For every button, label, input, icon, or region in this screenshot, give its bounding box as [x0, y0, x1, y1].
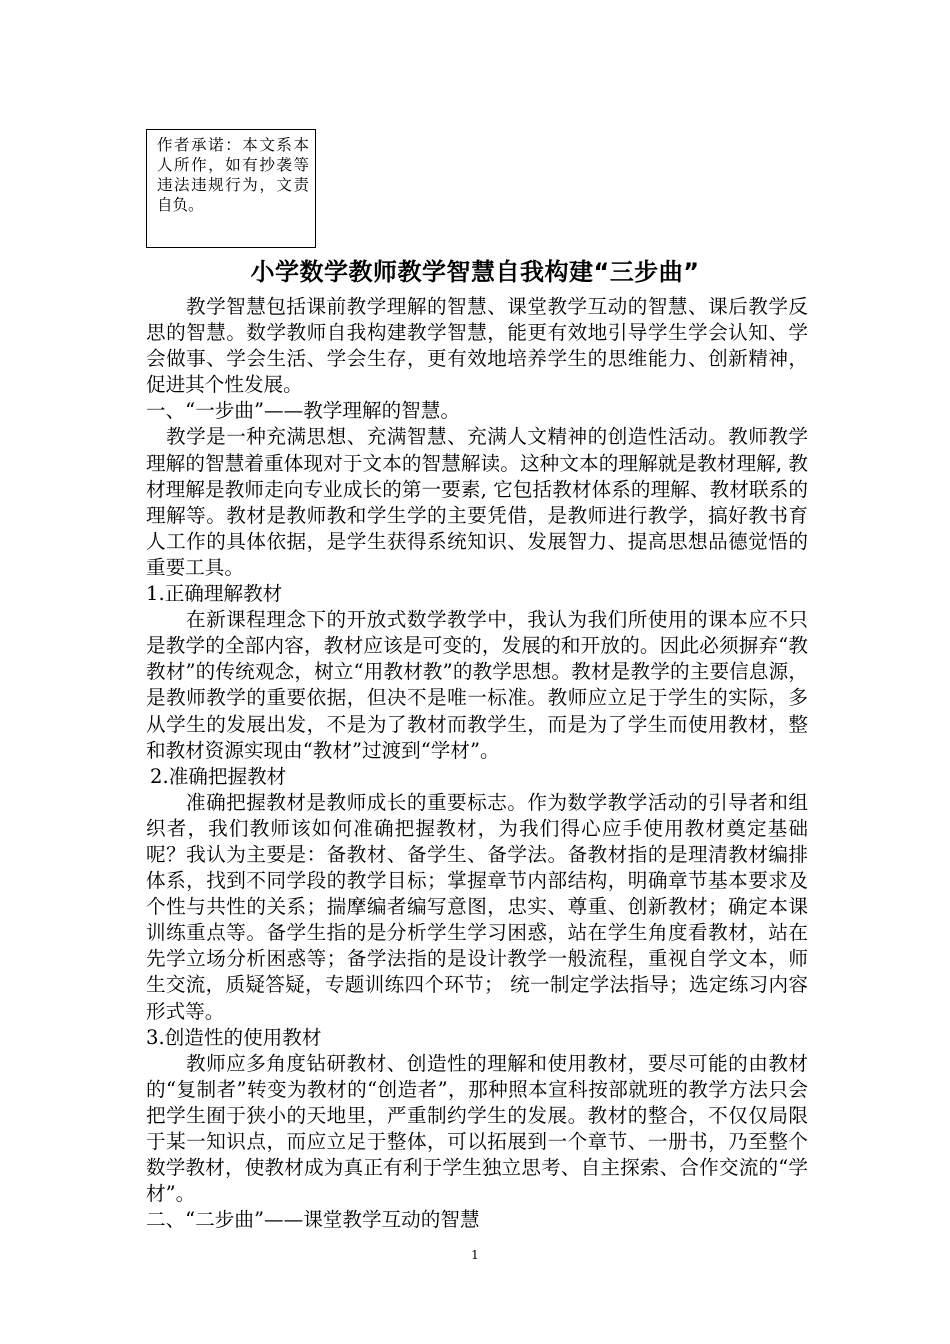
page-number: 1	[471, 1248, 479, 1262]
author-pledge-box	[146, 129, 316, 248]
subsection-1-paragraph: 在新课程理念下的开放式数学教学中，我认为我们所使用的课本应不只是教学的全部内容，教材应该是可变的，发展的和开放的。因此必须摒弃“教教材”的传统观念，树立“用教材教”的教学思想。教材是教学的主要信息源，是教师教学的重要依据，但决不是唯一标准。教师应立足于学生的实际，多从学生的发展出发，不是为了教材而教学生，而是为了学生而使用教材，整和教材资源实现由“教材”过渡到“学材”。	[146, 608, 808, 762]
subsection-2-heading: 2.准确把握教材	[150, 764, 287, 788]
section-1-paragraph: 教学是一种充满思想、充满智慧、充满人文精神的创造性活动。教师教学理解的智慧着重体现对于文本的智慧解读。这种文本的理解就是教材理解, 教材理解是教师走向专业成长的第一要素, 它包括教材体系的理解、教材联系的理解等。教材是教师教和学生学的主要凭借，是教师进行教学，搞好教书育人工作的具体依据，是学生获得系统知识、发展智力、提高思想品德觉悟的重要工具。	[146, 425, 808, 579]
section-1-heading: 一、“一步曲”——教学理解的智慧。	[146, 399, 460, 423]
subsection-3-heading: 3.创造性的使用教材	[146, 1025, 322, 1049]
document-body	[146, 294, 808, 1233]
subsection-3-paragraph: 教师应多角度钻研教材、创造性的理解和使用教材，要尽可能的由教材的“复制者”转变为教材的“创造者”，那种照本宣科按部就班的教学方法只会把学生囿于狭小的天地里，严重制约学生的发展。教材的整合，不仅仅局限于某一知识点，而应立足于整体，可以拓展到一个章节、一册书，乃至整个数学教材，使教材成为真正有利于学生独立思考、自主探索、合作交流的“学材”。	[146, 1051, 808, 1206]
author-pledge-text: 作者承诺：本文系本人所作，如有抄袭等违法违规行为，文责自负。	[157, 136, 309, 214]
subsection-2-paragraph: 准确把握教材是教师成长的重要标志。作为数学教学活动的引导者和组织者，我们教师该如何准确把握教材，为我们得心应手使用教材奠定基础呢？我认为主要是：备教材、备学生、备学法。备教材指的是理清教材编排体系，找到不同学段的教学目标；掌握章节内部结构，明确章节基本要求及个性与共性的关系；揣摩编者编写意图，忠实、尊重、创新教材；确定本课训练重点等。备学生指的是分析学生学习困惑，站在学生角度看教材，站在先学立场分析困惑等；备学法指的是设计教学一般流程，重视自学文本，师生交流，质疑答疑，专题训练四个环节； 统一制定学法指导；选定练习内容形式等。	[146, 790, 808, 1023]
document-title: 小学数学教师教学智慧自我构建“三步曲”	[250, 258, 700, 286]
subsection-1-heading: 1.正确理解教材	[146, 582, 283, 606]
intro-paragraph: 教学智慧包括课前教学理解的智慧、课堂教学互动的智慧、课后教学反思的智慧。数学教师自我构建教学智慧，能更有效地引导学生学会认知、学会做事、学会生活、学会生存，更有效地培养学生的思维能力、创新精神，促进其个性发展。	[146, 295, 808, 397]
section-2-heading: 二、“二步曲”——课堂教学互动的智慧	[146, 1208, 480, 1232]
